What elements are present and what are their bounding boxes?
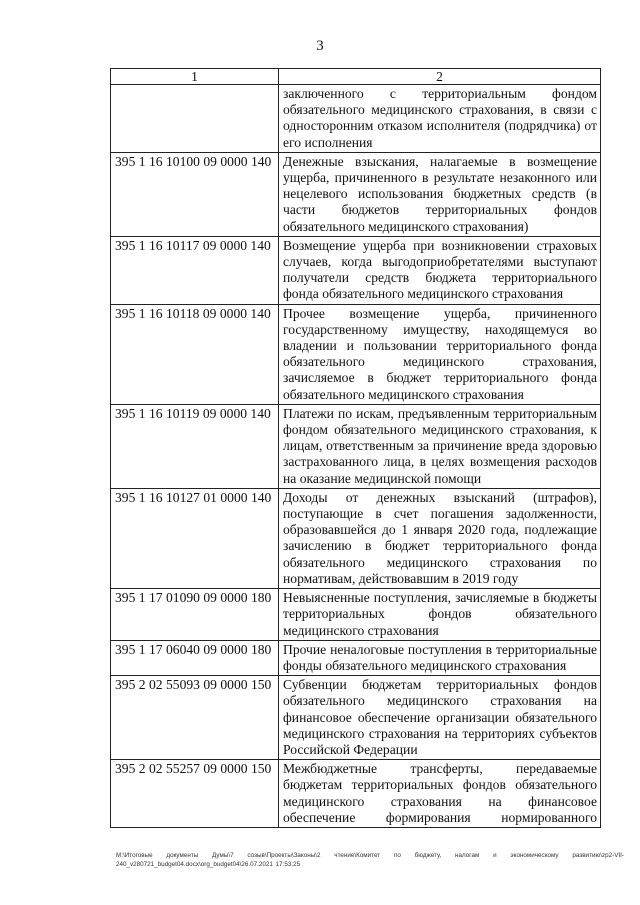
- row-description: Возмещение ущерба при возникновении страховых случаев, когда выгодоприобретателями выступают получатели средств бюджета территориального фонда обязательного медицинского страхования: [279, 236, 601, 304]
- row-code: 395 1 16 10119 09 0000 140: [111, 404, 279, 488]
- row-description: Доходы от денежных взысканий (штрафов), поступающие в счет погашения задолженности, образовавшейся до 1 января 2020 года, подлежащие зачислению в бюджет территориального фонда обязательного медицинского страхования по нормативам, действовавшим в 2019 году: [279, 488, 601, 588]
- table-row: [111, 85, 601, 153]
- row-code: 395 2 02 55257 09 0000 150: [111, 760, 279, 828]
- row-description: заключенного с территориальным фондом обязательного медицинского страхования, в связи с односторонним отказом исполнителя (подрядчика) от его исполнения: [279, 85, 601, 153]
- column-header-2: 2: [279, 69, 601, 85]
- table-row: [111, 152, 601, 236]
- row-description: Субвенции бюджетам территориальных фондов обязательного медицинского страхования на финансовое обеспечение организации обязательного медицинского страхования на территориях субъектов Российской Федерации: [279, 676, 601, 760]
- budget-classification-table: [110, 68, 601, 828]
- table-row: [111, 676, 601, 760]
- row-description: Платежи по искам, предъявленным территориальным фондом обязательного медицинского страхования, к лицам, ответственным за причинение вреда здоровью застрахованного лица, в целях возмещения расходов на оказание медицинской помощи: [279, 404, 601, 488]
- table-row: [111, 488, 601, 588]
- table-row: [111, 304, 601, 404]
- row-description: Прочие неналоговые поступления в территориальные фонды обязательного медицинского страхования: [279, 640, 601, 675]
- table-row: [111, 589, 601, 641]
- row-code: [111, 85, 279, 153]
- row-code: 395 1 16 10117 09 0000 140: [111, 236, 279, 304]
- document-path-footer: M:\Итоговые документы Думы\7 созыв\Проекты\Законы\2 чтение\Комитет по бюджету, налогам и экономическому развитию\zp2-VII-240_v280721_budget04.docx\org_budget04\26.07.2021 17:53:25: [116, 852, 624, 868]
- page-number: 3: [316, 38, 324, 54]
- row-description: Невыясненные поступления, зачисляемые в бюджеты территориальных фондов обязательного медицинского страхования: [279, 589, 601, 641]
- table-row: [111, 404, 601, 488]
- row-description: Прочее возмещение ущерба, причиненного государственному имуществу, находящемуся во владении и пользовании территориального фонда обязательного медицинского страхования, зачисляемое в бюджет территориального фонда обязательного медицинского страхования: [279, 304, 601, 404]
- table-row: [111, 760, 601, 828]
- row-code: 395 1 17 01090 09 0000 180: [111, 589, 279, 641]
- table-row: [111, 640, 601, 675]
- row-code: 395 1 16 10118 09 0000 140: [111, 304, 279, 404]
- column-header-1: 1: [111, 69, 279, 85]
- table-header-row: [111, 69, 601, 85]
- row-description: Межбюджетные трансферты, передаваемые бюджетам территориальных фондов обязательного медицинского страхования на финансовое обеспечение формирования нормированного: [279, 760, 601, 828]
- row-code: 395 2 02 55093 09 0000 150: [111, 676, 279, 760]
- row-code: 395 1 17 06040 09 0000 180: [111, 640, 279, 675]
- table-row: [111, 236, 601, 304]
- row-description: Денежные взыскания, налагаемые в возмещение ущерба, причиненного в результате незаконного или нецелевого использования бюджетных средств (в части бюджетов территориальных фондов обязательного медицинского страхования): [279, 152, 601, 236]
- row-code: 395 1 16 10127 01 0000 140: [111, 488, 279, 588]
- row-code: 395 1 16 10100 09 0000 140: [111, 152, 279, 236]
